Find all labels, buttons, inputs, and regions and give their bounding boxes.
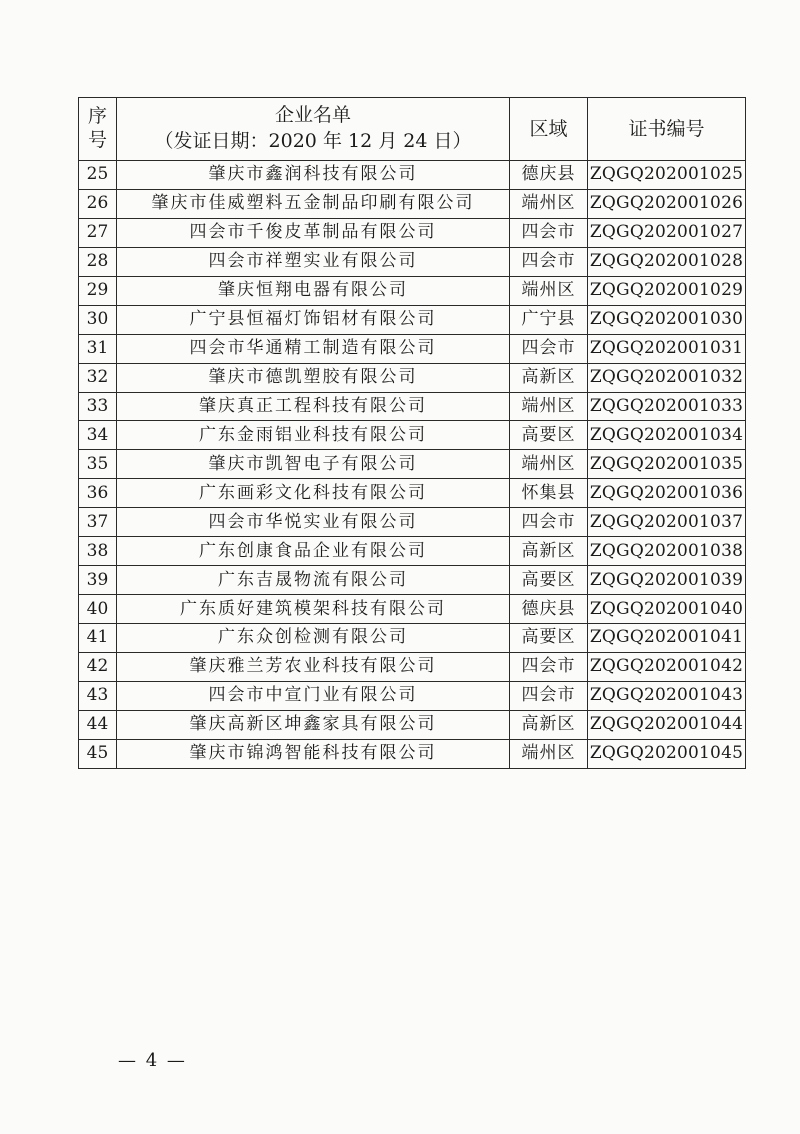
- row-company: 四会市华通精工制造有限公司: [117, 334, 510, 363]
- row-region: 端州区: [510, 189, 588, 218]
- row-certificate-number: ZQGQ202001037: [588, 508, 746, 537]
- row-seq: 30: [79, 305, 117, 334]
- table-row: [79, 305, 746, 334]
- table-row: [79, 479, 746, 508]
- row-company: 肇庆市锦鸿智能科技有限公司: [117, 739, 510, 768]
- row-certificate-number: ZQGQ202001039: [588, 566, 746, 595]
- table-row: [79, 276, 746, 305]
- table-row: [79, 363, 746, 392]
- row-region: 四会市: [510, 334, 588, 363]
- row-company: 广东质好建筑模架科技有限公司: [117, 595, 510, 624]
- row-seq: 38: [79, 537, 117, 566]
- row-company: 四会市千俊皮革制品有限公司: [117, 218, 510, 247]
- row-seq: 39: [79, 566, 117, 595]
- page-number: — 4 —: [118, 1050, 187, 1071]
- table-row: [79, 392, 746, 421]
- table-row: [79, 189, 746, 218]
- row-company: 肇庆市德凯塑胶有限公司: [117, 363, 510, 392]
- row-company: 广东金雨铝业科技有限公司: [117, 421, 510, 450]
- row-region: 端州区: [510, 450, 588, 479]
- header-issue-date: （发证日期：2020 年 12 月 24 日）: [154, 130, 472, 152]
- row-region: 高新区: [510, 363, 588, 392]
- row-company: 四会市华悦实业有限公司: [117, 508, 510, 537]
- header-region: 区域: [510, 98, 588, 161]
- table-row: [79, 710, 746, 739]
- row-region: 高要区: [510, 566, 588, 595]
- row-seq: 45: [79, 739, 117, 768]
- row-company: 肇庆市凯智电子有限公司: [117, 450, 510, 479]
- table-row: [79, 595, 746, 624]
- row-company: 肇庆高新区坤鑫家具有限公司: [117, 710, 510, 739]
- row-region: 高要区: [510, 624, 588, 653]
- row-certificate-number: ZQGQ202001042: [588, 652, 746, 681]
- row-region: 高要区: [510, 421, 588, 450]
- table-body: [79, 161, 746, 769]
- row-seq: 25: [79, 161, 117, 190]
- header-seq-line-1: 序: [87, 105, 107, 128]
- row-certificate-number: ZQGQ202001027: [588, 218, 746, 247]
- row-region: 四会市: [510, 218, 588, 247]
- header-seq-line-2: 号: [87, 129, 107, 151]
- header-seq: [79, 98, 117, 161]
- row-company: 肇庆市佳威塑料五金制品印刷有限公司: [117, 189, 510, 218]
- row-seq: 29: [79, 276, 117, 305]
- table-row: [79, 161, 746, 190]
- table-row: [79, 652, 746, 681]
- row-region: 怀集县: [510, 479, 588, 508]
- row-region: 四会市: [510, 652, 588, 681]
- table-row: [79, 681, 746, 710]
- row-certificate-number: ZQGQ202001041: [588, 624, 746, 653]
- row-region: 德庆县: [510, 161, 588, 190]
- row-certificate-number: ZQGQ202001031: [588, 334, 746, 363]
- row-seq: 27: [79, 218, 117, 247]
- row-company: 广东创康食品企业有限公司: [117, 537, 510, 566]
- row-region: 四会市: [510, 247, 588, 276]
- row-seq: 34: [79, 421, 117, 450]
- enterprise-certificate-table: [78, 97, 746, 769]
- row-seq: 28: [79, 247, 117, 276]
- row-seq: 32: [79, 363, 117, 392]
- row-seq: 43: [79, 681, 117, 710]
- row-company: 广东画彩文化科技有限公司: [117, 479, 510, 508]
- row-seq: 40: [79, 595, 117, 624]
- row-seq: 33: [79, 392, 117, 421]
- row-certificate-number: ZQGQ202001032: [588, 363, 746, 392]
- table-row: [79, 421, 746, 450]
- row-certificate-number: ZQGQ202001034: [588, 421, 746, 450]
- row-company: 广东众创检测有限公司: [117, 624, 510, 653]
- row-company: 肇庆恒翔电器有限公司: [117, 276, 510, 305]
- table-row: [79, 334, 746, 363]
- table-row: [79, 537, 746, 566]
- row-region: 广宁县: [510, 305, 588, 334]
- row-region: 端州区: [510, 392, 588, 421]
- row-company: 四会市祥塑实业有限公司: [117, 247, 510, 276]
- row-certificate-number: ZQGQ202001028: [588, 247, 746, 276]
- row-certificate-number: ZQGQ202001038: [588, 537, 746, 566]
- header-company-name: [117, 98, 510, 161]
- table-row: [79, 508, 746, 537]
- row-company: 肇庆雅兰芳农业科技有限公司: [117, 652, 510, 681]
- row-seq: 42: [79, 652, 117, 681]
- row-company: 肇庆市鑫润科技有限公司: [117, 161, 510, 190]
- table-row: [79, 739, 746, 768]
- row-seq: 26: [79, 189, 117, 218]
- table-row: [79, 624, 746, 653]
- row-certificate-number: ZQGQ202001030: [588, 305, 746, 334]
- row-seq: 35: [79, 450, 117, 479]
- row-certificate-number: ZQGQ202001045: [588, 739, 746, 768]
- row-region: 端州区: [510, 276, 588, 305]
- row-certificate-number: ZQGQ202001033: [588, 392, 746, 421]
- row-region: 四会市: [510, 508, 588, 537]
- row-seq: 41: [79, 624, 117, 653]
- row-certificate-number: ZQGQ202001043: [588, 681, 746, 710]
- table-row: [79, 450, 746, 479]
- row-company: 肇庆真正工程科技有限公司: [117, 392, 510, 421]
- header-certificate-number: 证书编号: [588, 98, 746, 161]
- row-region: 高新区: [510, 710, 588, 739]
- table-row: [79, 247, 746, 276]
- row-seq: 37: [79, 508, 117, 537]
- row-seq: 31: [79, 334, 117, 363]
- table-row: [79, 218, 746, 247]
- header-company-title: 企业名单: [274, 104, 351, 127]
- row-company: 广宁县恒福灯饰铝材有限公司: [117, 305, 510, 334]
- row-company: 四会市中宣门业有限公司: [117, 681, 510, 710]
- row-certificate-number: ZQGQ202001026: [588, 189, 746, 218]
- row-certificate-number: ZQGQ202001025: [588, 161, 746, 190]
- row-company: 广东吉晟物流有限公司: [117, 566, 510, 595]
- row-region: 高新区: [510, 537, 588, 566]
- row-certificate-number: ZQGQ202001029: [588, 276, 746, 305]
- table-header-row: [79, 98, 746, 161]
- row-seq: 44: [79, 710, 117, 739]
- row-region: 德庆县: [510, 595, 588, 624]
- row-certificate-number: ZQGQ202001036: [588, 479, 746, 508]
- row-seq: 36: [79, 479, 117, 508]
- row-certificate-number: ZQGQ202001044: [588, 710, 746, 739]
- table-row: [79, 566, 746, 595]
- row-certificate-number: ZQGQ202001040: [588, 595, 746, 624]
- row-region: 端州区: [510, 739, 588, 768]
- row-region: 四会市: [510, 681, 588, 710]
- row-certificate-number: ZQGQ202001035: [588, 450, 746, 479]
